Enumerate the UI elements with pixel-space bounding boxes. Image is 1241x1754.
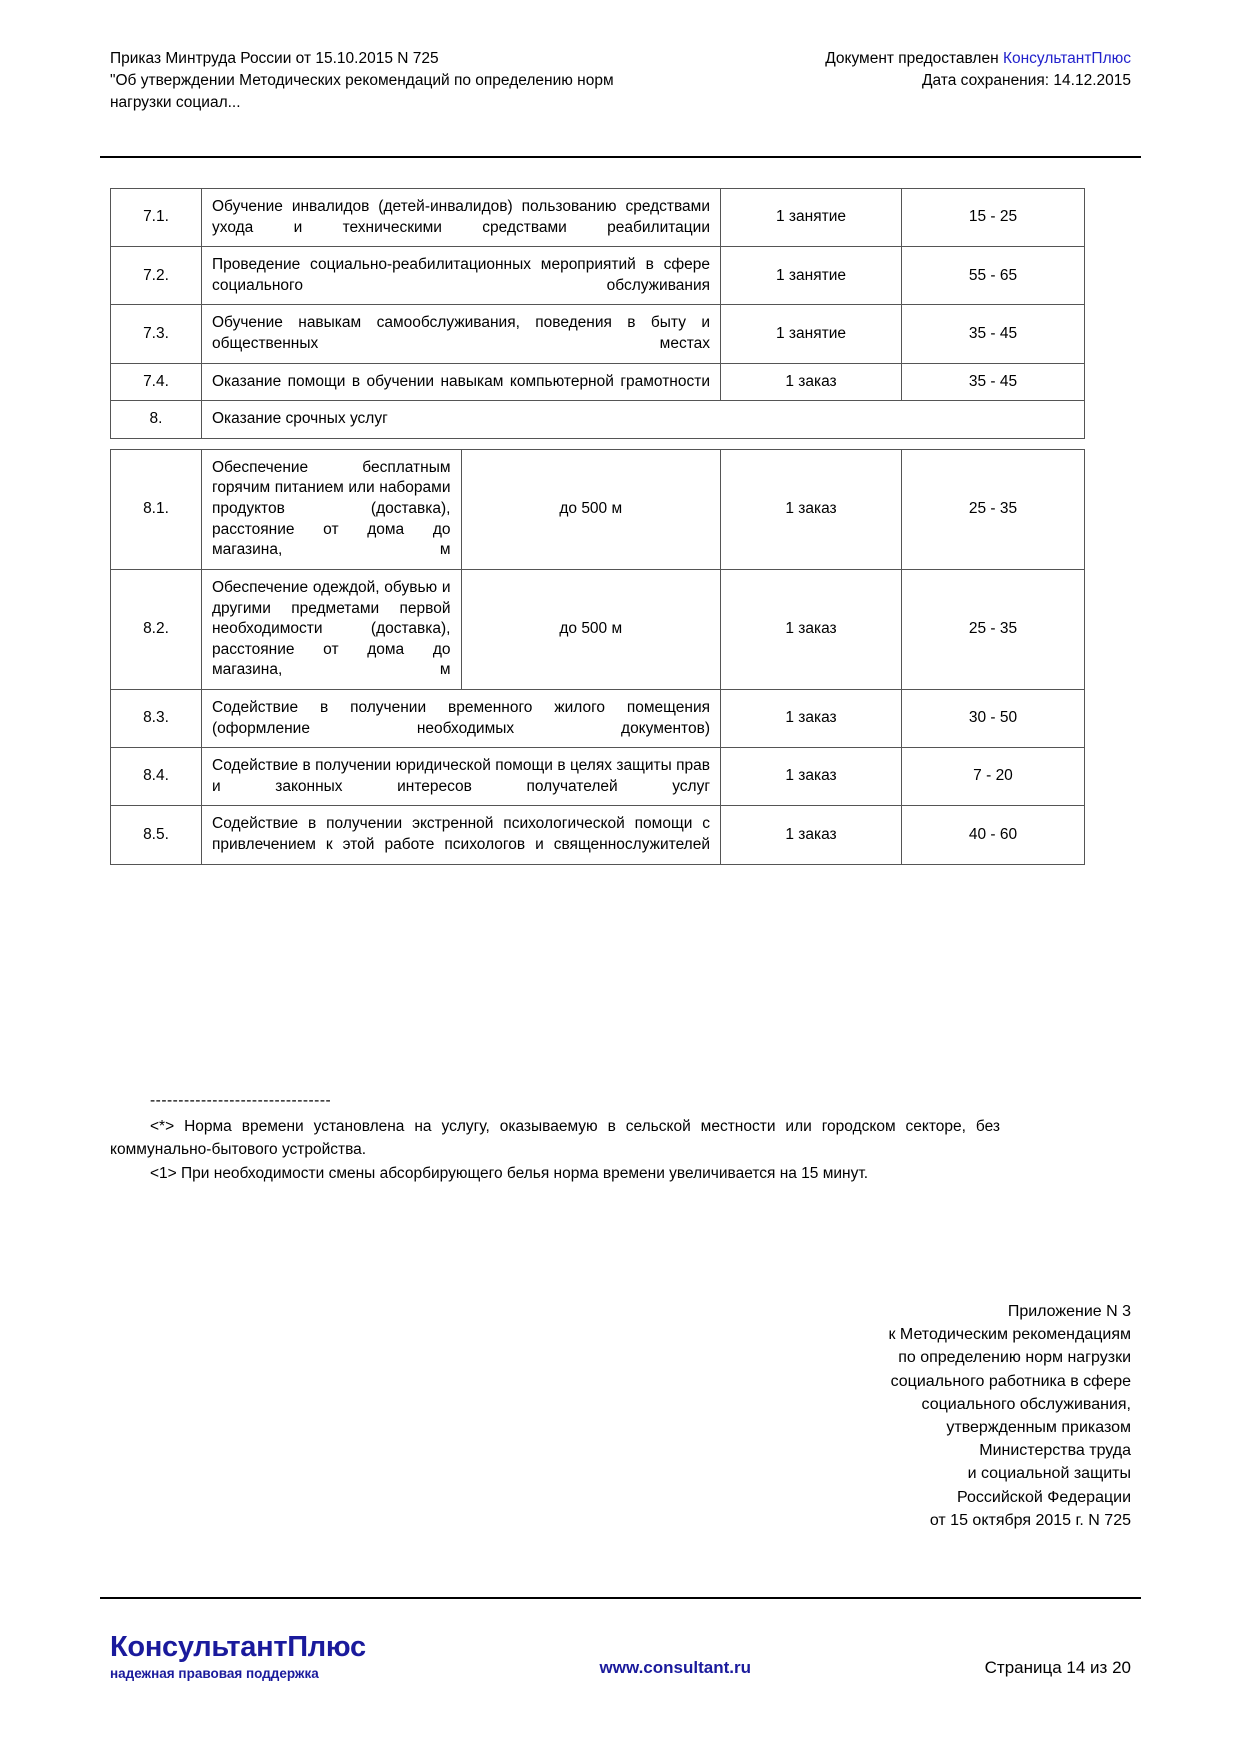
norms-table-wrapper [110,188,1018,865]
table-row [111,748,1085,806]
document-title-block [110,48,614,114]
row-value: 35 - 45 [902,363,1085,401]
row-unit: 1 занятие [721,305,902,363]
row-service-name: Обеспечение бесплатным горячим питанием или наборами продуктов (доставка), расстояние от дома до магазина, м [202,449,462,569]
consultant-plus-logo [110,1632,366,1682]
row-value: 25 - 35 [902,449,1085,569]
appendix-line: Министерства труда [979,1442,1131,1460]
row-service-name: Обучение инвалидов (детей-инвалидов) пользованию средствами ухода и техническими средствами реабилитации [202,189,721,247]
row-unit: 1 занятие [721,247,902,305]
appendix-line: утвержденным приказом [946,1418,1131,1436]
appendix-line: от 15 октября 2015 г. N 725 [929,1511,1131,1529]
document-footer [110,1632,1131,1682]
appendix-line: Приложение N 3 [1007,1303,1131,1320]
footnotes-block [110,1090,1000,1188]
row-unit: 1 заказ [721,363,902,401]
table-row [111,449,1085,569]
row-service-name: Оказание помощи в обучении навыкам компьютерной грамотности [202,363,721,401]
row-number: 7.1. [111,189,202,247]
row-subcondition: до 500 м [461,569,721,689]
footer-website-link[interactable]: www.consultant.ru [599,1658,751,1677]
provider-block [825,48,1131,92]
row-number: 7.4. [111,363,202,401]
row-unit: 1 заказ [721,569,902,689]
table-row [111,363,1085,401]
table-spacer [111,438,1085,449]
row-value: 30 - 50 [902,689,1085,747]
saved-date: Дата сохранения: 14.12.2015 [922,72,1131,89]
logo-wordmark: КонсультантПлюс [110,1631,366,1664]
footer-divider [100,1597,1141,1599]
row-number: 7.2. [111,247,202,305]
table-section-row [111,401,1085,439]
row-number: 8.4. [111,748,202,806]
section-title: Оказание срочных услуг [202,401,1085,439]
row-value: 7 - 20 [902,748,1085,806]
row-service-name: Обеспечение одеждой, обувью и другими предметами первой необходимости (доставка), расстояние от дома до магазина, м [202,569,462,689]
appendix-line: социального работника в сфере [890,1372,1131,1390]
appendix-line: социального обслуживания, [921,1395,1131,1413]
row-number: 8.3. [111,689,202,747]
norms-table-body [111,189,1085,865]
row-number: 7.3. [111,305,202,363]
footnote-divider: -------------------------------- [150,1092,332,1109]
row-service-name: Проведение социально-реабилитационных мероприятий в сфере социального обслуживания [202,247,721,305]
row-service-name: Содействие в получении юридической помощи в целях защиты прав и законных интересов получателей услуг [202,748,721,806]
appendix-line: к Методическим рекомендациям [888,1326,1131,1344]
row-value: 55 - 65 [902,247,1085,305]
appendix-reference-block [888,1300,1131,1532]
row-service-name: Содействие в получении экстренной психологической помощи с привлечением к этой работе психологов и священнослужителей [202,806,721,864]
table-row [111,247,1085,305]
row-unit: 1 заказ [721,748,902,806]
table-row [111,569,1085,689]
row-unit: 1 заказ [721,689,902,747]
doc-title-line-3: нагрузки социал... [110,94,241,111]
provided-by-line [825,48,1131,70]
footer-page-number: Страница 14 из 20 [984,1658,1131,1677]
section-number: 8. [111,401,202,439]
row-value: 40 - 60 [902,806,1085,864]
row-unit: 1 заказ [721,806,902,864]
row-number: 8.2. [111,569,202,689]
row-number: 8.1. [111,449,202,569]
footnote-asterisk: <*> Норма времени установлена на услугу, оказываемую в сельской местности или городском секторе, без коммунально-бытового устройства. [110,1118,1000,1158]
table-row [111,305,1085,363]
row-unit: 1 заказ [721,449,902,569]
table-row [111,189,1085,247]
row-service-name: Содействие в получении временного жилого помещения (оформление необходимых документов) [202,689,721,747]
row-unit: 1 занятие [721,189,902,247]
row-value: 15 - 25 [902,189,1085,247]
row-subcondition: до 500 м [461,449,721,569]
doc-title-line-1: Приказ Минтруда России от 15.10.2015 N 725 [110,50,439,67]
footnote-one: <1> При необходимости смены абсорбирующего белья норма времени увеличивается на 15 минут. [150,1165,869,1183]
logo-tagline: надежная правовая поддержка [110,1666,319,1682]
consultant-plus-link[interactable]: КонсультантПлюс [1002,50,1131,67]
appendix-line: по определению норм нагрузки [898,1349,1131,1367]
provided-by-label: Документ предоставлен [825,50,1003,67]
norms-table [110,188,1085,865]
row-number: 8.5. [111,806,202,864]
appendix-line: Российской Федерации [957,1488,1131,1506]
row-value: 35 - 45 [902,305,1085,363]
row-value: 25 - 35 [902,569,1085,689]
document-header [110,48,1131,114]
header-divider [100,156,1141,158]
appendix-line: и социальной защиты [967,1465,1131,1483]
table-row [111,806,1085,864]
row-service-name: Обучение навыкам самообслуживания, поведения в быту и общественных местах [202,305,721,363]
doc-title-line-2: "Об утверждении Методических рекомендаций по определению норм [110,72,614,89]
table-row [111,689,1085,747]
